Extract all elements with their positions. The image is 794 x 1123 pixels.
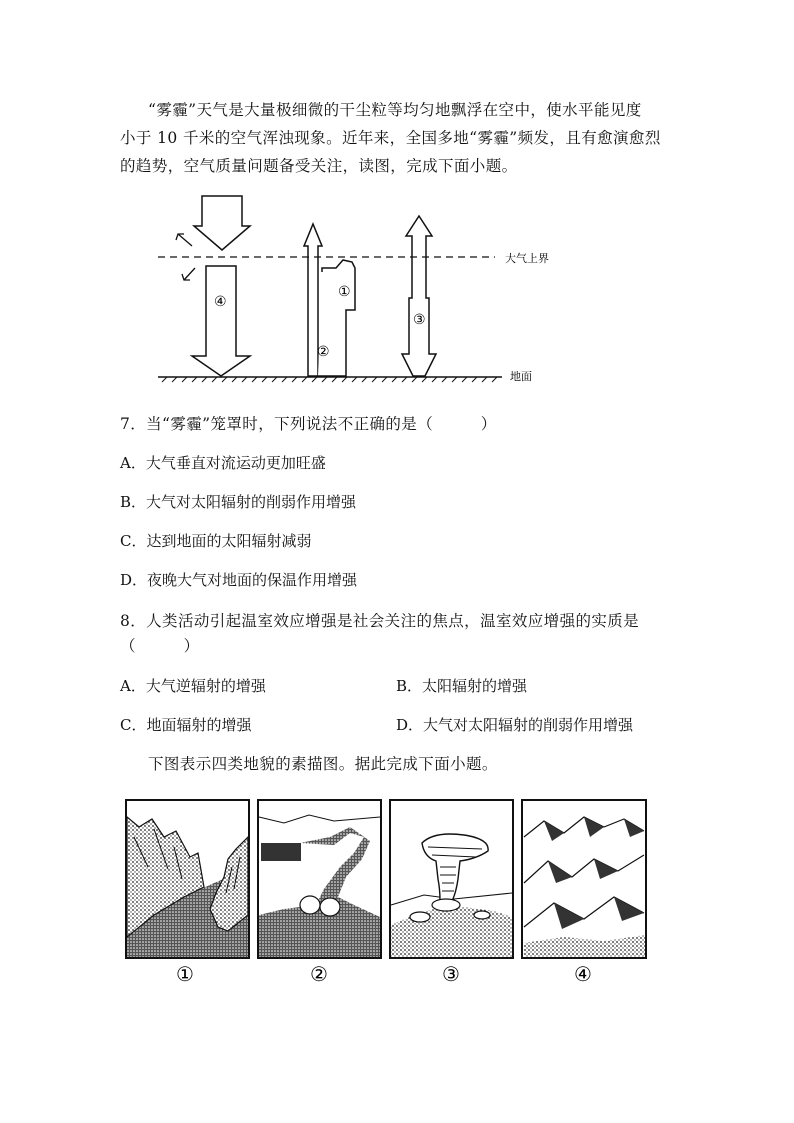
landform-panel-1 [126,800,249,958]
landform-sketches [124,797,648,989]
q8-option-a: A．大气逆辐射的增强 [120,677,266,695]
q7-option-b: B．大气对太阳辐射的削弱作用增强 [120,493,357,511]
intro-line-3: 的趋势，空气质量问题备受关注，读图，完成下面小题。 [120,157,518,175]
arrow-4 [192,266,250,376]
atmosphere-radiation-diagram [150,190,580,390]
landform-panel-2 [258,800,381,958]
landform-label-1: ① [176,962,194,986]
landform-label-4: ④ [574,962,592,986]
q8-option-c: C．地面辐射的增强 [120,716,252,734]
q8-stem-blank: （ ） [120,637,200,655]
intro-line-1: “雾霾”天气是大量极细微的干尘粒等均匀地飘浮在空中，使水平能见度 [148,101,642,119]
q7-option-a: A．大气垂直对流运动更加旺盛 [120,454,326,472]
q8-stem: 8．人类活动引起温室效应增强是社会关注的焦点，温室效应增强的实质是 [120,612,640,630]
q7-option-c: C．达到地面的太阳辐射减弱 [120,532,312,550]
marker-1: ① [338,284,351,300]
upper-atmosphere-label: 大气上界 [505,252,549,265]
q7-option-d: D．夜晚大气对地面的保温作用增强 [120,571,358,589]
landform-intro: 下图表示四类地貌的素描图。据此完成下面小题。 [148,755,498,773]
incoming-solar-arrow [194,196,250,250]
landform-panel-4 [522,800,646,958]
landform-label-3: ③ [442,962,460,986]
landform-label-2: ② [310,962,328,986]
q7-stem: 7．当“雾霾”笼罩时，下列说法不正确的是（ ） [120,415,497,433]
marker-2: ② [317,344,330,360]
q8-option-d: D．大气对太阳辐射的削弱作用增强 [396,716,634,734]
landform-panel-3 [390,800,513,958]
q8-option-b: B．太阳辐射的增强 [396,677,528,695]
ground-label: 地面 [510,370,532,383]
marker-4: ④ [214,294,227,310]
intro-line-2: 小于 10 千米的空气浑浊现象。近年来，全国多地“雾霾”频发，且有愈演愈烈 [120,129,661,147]
arrow-3 [402,216,436,376]
marker-3: ③ [413,312,426,328]
